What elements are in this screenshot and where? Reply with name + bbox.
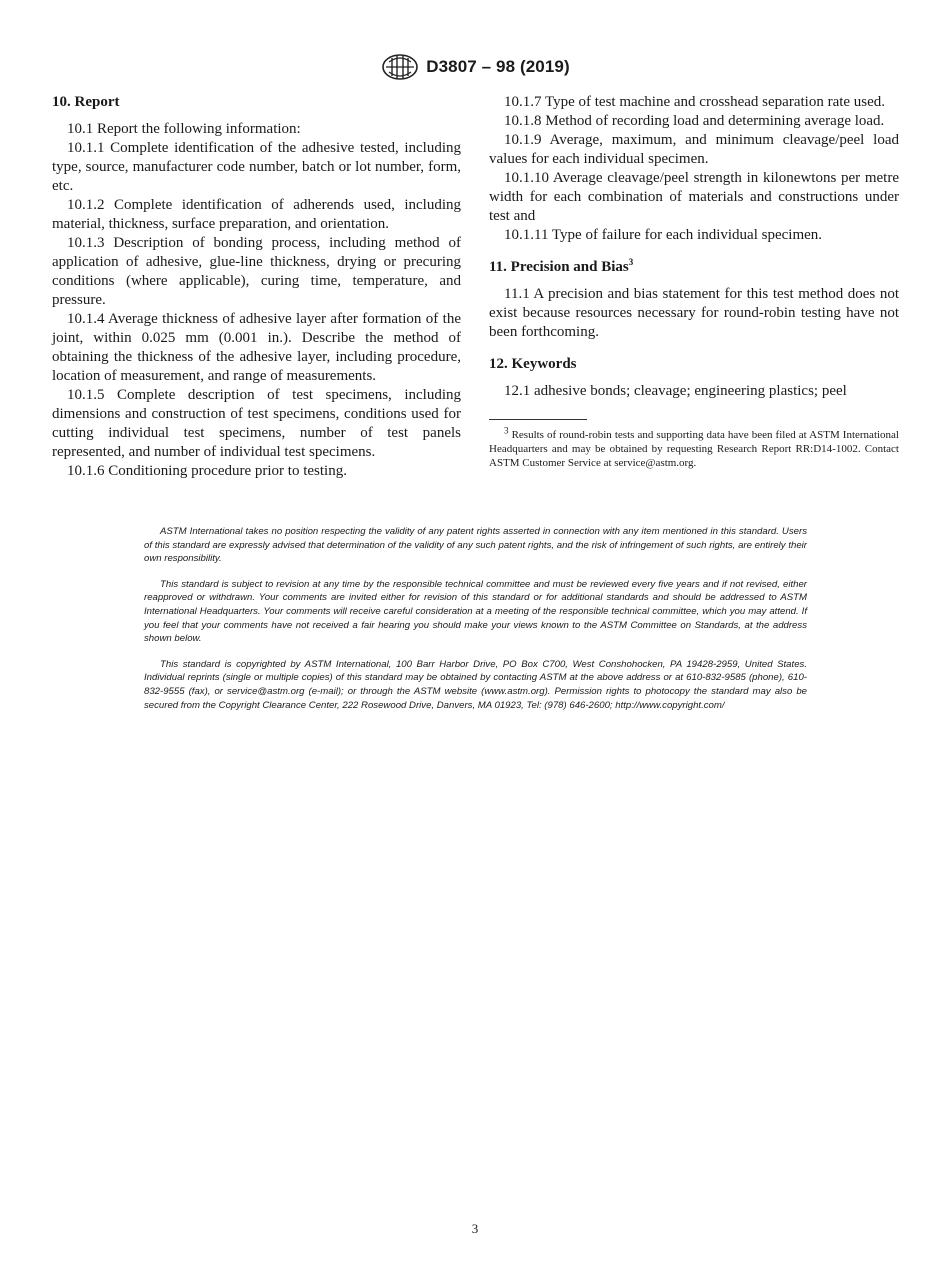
paragraph-10-1: 10.1 Report the following information: [67,121,301,137]
footnote-reference[interactable]: 3 [628,257,634,267]
paragraph-10-1-4: 10.1.4 Average thickness of adhesive layer after formation of the joint, within 0.025 mm (0.001 in.). Describe the method of obtaining the thickness of the adhesive layer, including procedure, location of measurement, and range of measurements. [52,311,461,384]
paragraph-10-1-7: 10.1.7 Type of test machine and crosshead separation rate used. [504,94,886,110]
paragraph-11-1: 11.1 A precision and bias statement for this test method does not exist because resources necessary for round-robin testing have not been forthcoming. [489,286,899,340]
left-column [52,93,461,481]
paragraph-10-1-10: 10.1.10 Average cleavage/peel strength in kilonewtons per metre width for each combination of materials and constructions under test and [489,170,899,224]
section-11-title: 11. Precision and Bias [489,259,629,275]
section-12-heading: 12. Keywords [489,356,577,372]
section-11-heading [489,258,899,277]
paragraph-10-1-1: 10.1.1 Complete identification of the adhesive tested, including type, source, manufacturer code number, batch or lot number, form, etc. [52,140,461,194]
document-designation: D3807 – 98 (2019) [426,57,570,76]
footnote-text: Results of round-robin tests and supporting data have been filed at ASTM International Headquarters and may be obtained by requesting Research Report RR:D14-1002. Contact ASTM Customer Service at service@astm.org. [489,429,899,469]
paragraph-10-1-5: 10.1.5 Complete description of test specimens, including dimensions and construction of test specimens, conditions used for cutting individual test specimens, number of test panels represented, and number of individual test specimens. [52,387,461,460]
paragraph-10-1-9: 10.1.9 Average, maximum, and minimum cleavage/peel load values for each individual specimen. [489,132,899,167]
section-10-heading: 10. Report [52,94,120,110]
astm-logo-icon [380,52,420,82]
legal-notices [144,525,807,724]
paragraph-12-1: 12.1 adhesive bonds; cleavage; engineering plastics; peel [504,383,847,399]
footnote-divider [489,419,587,420]
right-column [489,93,899,470]
revision-notice: This standard is subject to revision at any time by the responsible technical committee and must be reviewed every five years and if not revised, either reapproved or withdrawn. Your comments are invited either for revision of this standard or for additional standards and should be addressed to ASTM International Headquarters. Your comments will receive careful consideration at a meeting of the responsible technical committee, which you may attend. If you feel that your comments have not received a fair hearing you should make your views known to the ASTM Committee on Standards, at the address shown below. [144,578,807,645]
footnote-mark: 3 [504,425,509,436]
page-number: 3 [471,1221,479,1236]
patent-notice: ASTM International takes no position respecting the validity of any patent rights asserted in connection with any item mentioned in this standard. Users of this standard are expressly advised that determination of the validity of any such patent rights, and the risk of infringement of such rights, are entirely their own responsibility. [144,526,807,565]
page-header [0,52,950,87]
paragraph-10-1-11: 10.1.11 Type of failure for each individual specimen. [504,227,823,243]
paragraph-10-1-8: 10.1.8 Method of recording load and determining average load. [504,113,885,129]
paragraph-10-1-6: 10.1.6 Conditioning procedure prior to testing. [67,463,347,479]
footnote-3 [489,425,899,470]
paragraph-10-1-3: 10.1.3 Description of bonding process, including method of application of adhesive, glue-line thickness, drying or precuring conditions (where applicable), curing time, temperature, and pressure. [52,235,461,308]
paragraph-10-1-2: 10.1.2 Complete identification of adherends used, including material, thickness, surface preparation, and orientation. [52,197,461,232]
copyright-notice: This standard is copyrighted by ASTM International, 100 Barr Harbor Drive, PO Box C700, West Conshohocken, PA 19428-2959, United States. Individual reprints (single or multiple copies) of this standard may be obtained by contacting ASTM at the above address or at 610-832-9585 (phone), 610-832-9555 (fax), or service@astm.org (e-mail); or through the ASTM website (www.astm.org). Permission rights to photocopy the standard may also be secured from the Copyright Clearance Center, 222 Rosewood Drive, Danvers, MA 01923, Tel: (978) 646-2600; http://www.copyright.com/ [144,658,807,711]
